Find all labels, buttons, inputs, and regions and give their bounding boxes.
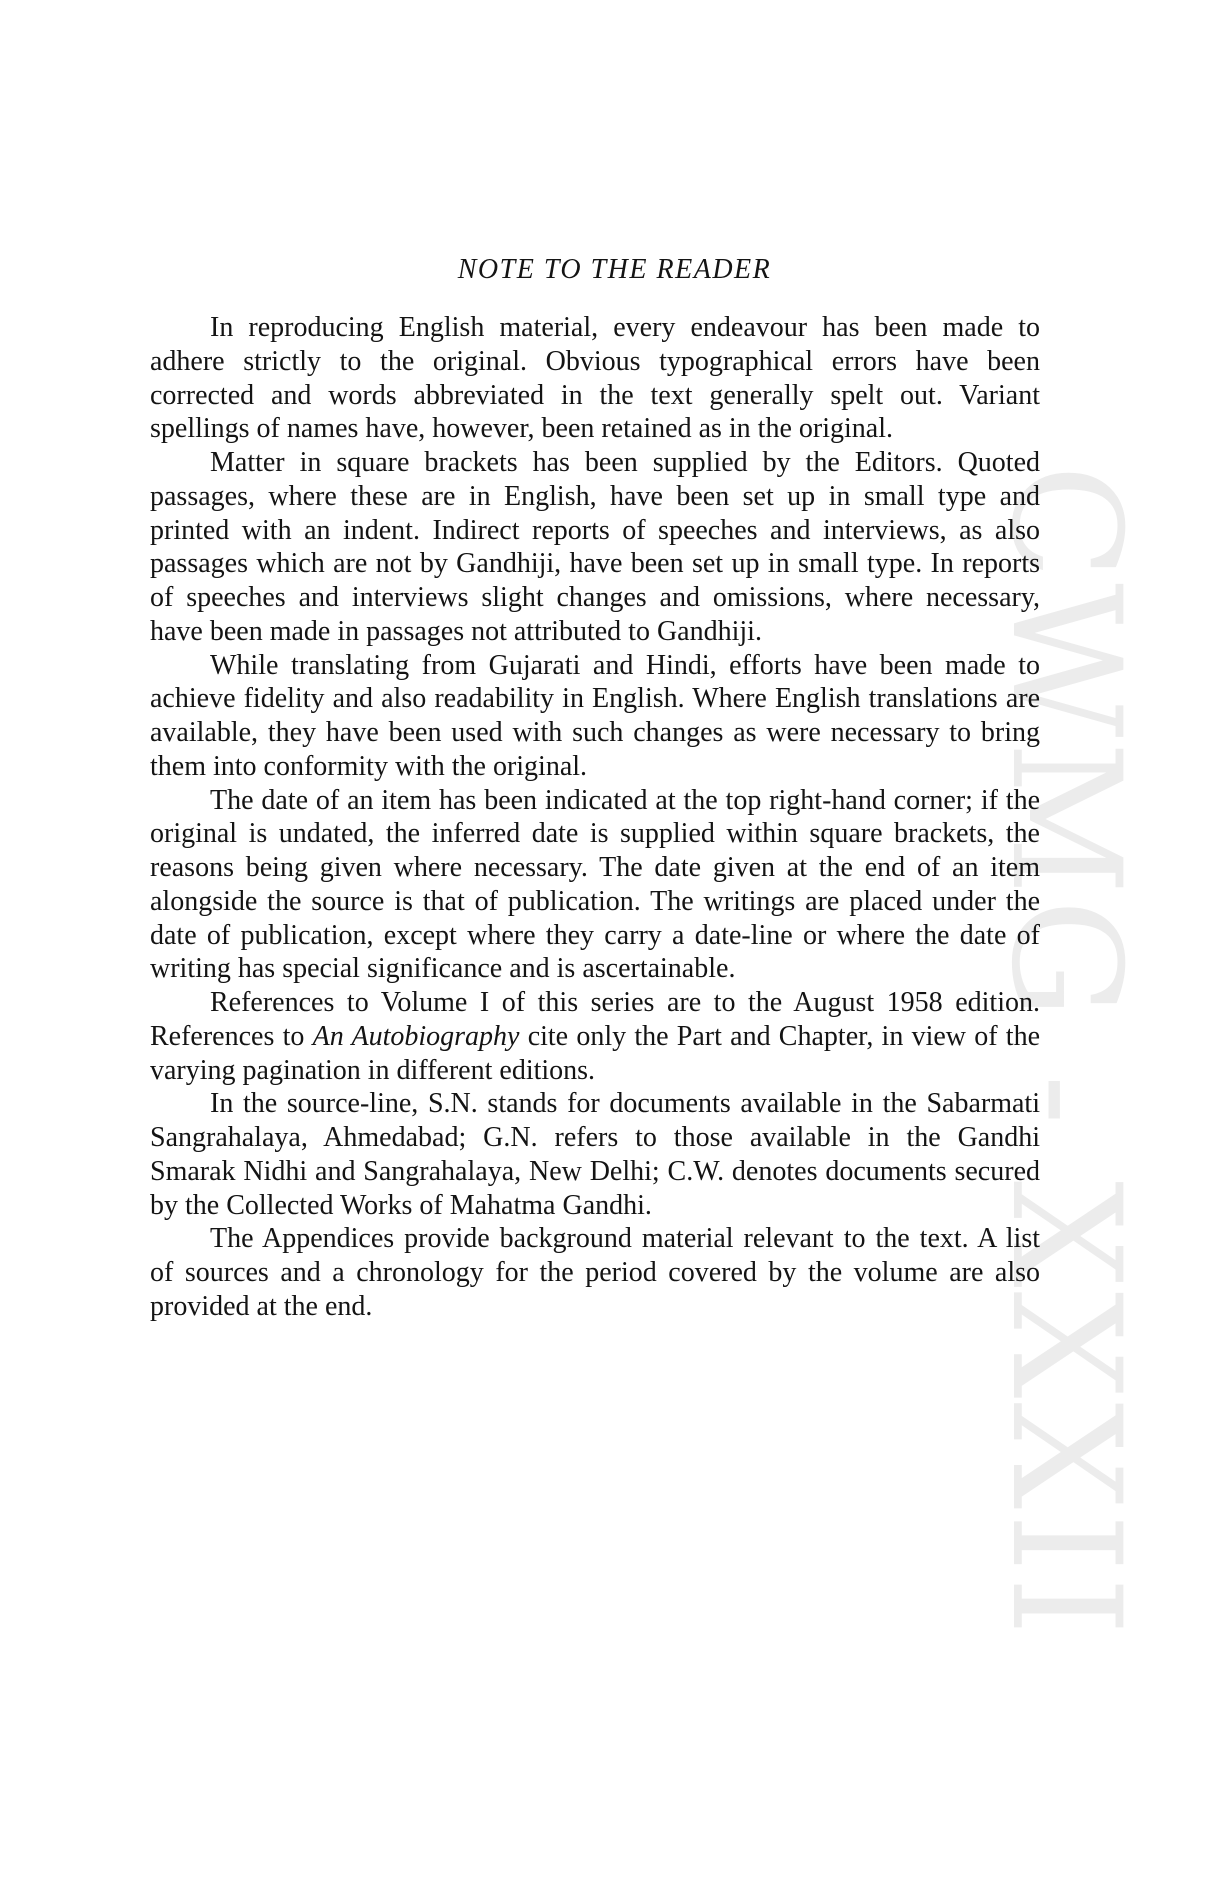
watermark: CWMG - XXXII xyxy=(978,464,1152,1640)
paragraph-translation: While translating from Gujarati and Hindi, efforts have been made to achieve fidelity and also readability in English. Where English translations are available, they have been used with such changes as were necessary to bring them into conformity with the original. xyxy=(150,649,1040,782)
references-text-end: cite only the Part and Chapter, in view of the varying pagination in different editions. xyxy=(150,1020,1041,1086)
paragraph-reproduction: In reproducing English material, every endeavour has been made to adhere strictly to the original. Obvious typographical errors have been corrected and words abbreviated in the text generally spelt out. Variant spellings of names have, however, been retained as in the original. xyxy=(150,312,1040,445)
paragraph-dates: The date of an item has been indicated at the top right-hand corner; if the original is undated, the inferred date is supplied within square brackets, the reasons being given where necessary. The date given at the end of an item alongside the source is that of publication. The writings are placed under the date of publication, except where they carry a date-line or where the date of writing has special significance and is ascertainable. xyxy=(150,784,1040,985)
references-text-start: References to Volume I of this series are to the August 1958 edition. References to xyxy=(150,987,1040,1052)
paragraph-square-brackets: Matter in square brackets has been supplied by the Editors. Quoted passages, where these are in English, have been set up in small type and printed with an indent. Indirect reports of speeches and interviews, as also passages which are not by Gandhiji, have been set up in small type. In reports of speeches and interviews slight changes and omissions, where necessary, have been made in passages not attributed to Gandhiji. xyxy=(150,447,1040,647)
page-title: NOTE TO THE READER xyxy=(457,254,772,285)
paragraph-appendices: The Appendices provide background material relevant to the text. A list of sources and a chronology for the period covered by the volume are also provided at the end. xyxy=(150,1223,1040,1322)
body-text xyxy=(150,311,1040,1324)
autobiography-title: An Autobiography xyxy=(312,1020,520,1052)
paragraph-references xyxy=(150,986,1040,1087)
paragraph-source-line: In the source-line, S.N. stands for documents available in the Sabarmati Sangrahalaya, Ahmedabad; G.N. refers to those available in the Gandhi Smarak Nidhi and Sangrahalaya, New Delhi; C.W. denotes documents secured by the Collected Works of Mahatma Gandhi. xyxy=(150,1088,1040,1221)
